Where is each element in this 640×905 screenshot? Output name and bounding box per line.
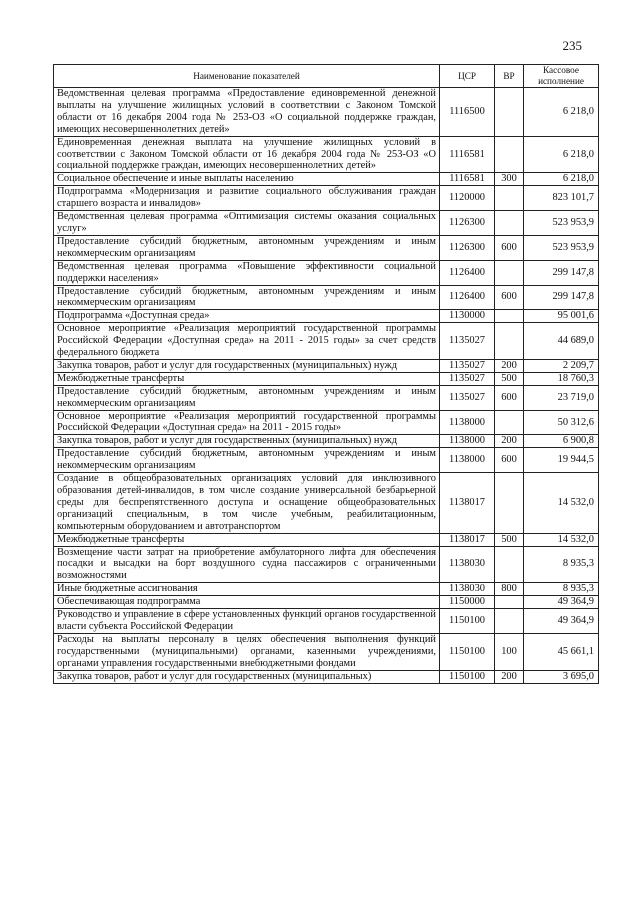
cell-sum: 8 935,3: [524, 546, 599, 583]
table-row: [54, 533, 599, 546]
cell-name: Предоставление субсидий бюджетным, автономным учреждениям и иным некоммерческим организациям: [54, 235, 440, 260]
cell-sum: 523 953,9: [524, 235, 599, 260]
cell-sum: 2 209,7: [524, 359, 599, 372]
cell-name: Подпрограмма «Модернизация и развитие социального обслуживания граждан старшего возраста и инвалидов»: [54, 186, 440, 211]
cell-csr: 1126300: [440, 211, 495, 236]
cell-csr: 1150100: [440, 670, 495, 683]
header-vr: ВР: [495, 65, 524, 88]
cell-name: Создание в общеобразовательных организациях условий для инклюзивного образования детей-инвалидов, в том числе создание универсальной безбарьерной среды для беспрепятственного доступа и оснащение общеобразовательных организаций специальным, в том числе учебным, реабилитационным, компьютерным оборудованием и автотранспортом: [54, 473, 440, 534]
cell-csr: 1150100: [440, 633, 495, 670]
cell-csr: 1135027: [440, 372, 495, 385]
cell-csr: 1126400: [440, 285, 495, 310]
cell-sum: 299 147,8: [524, 260, 599, 285]
cell-name: Расходы на выплаты персоналу в целях обеспечения выполнения функций государственными (муниципальными) органами, казенными учреждениями, органами управления государственными внебюджетными фондами: [54, 633, 440, 670]
table-row: [54, 359, 599, 372]
table-row: [54, 372, 599, 385]
page-number: 235: [562, 38, 582, 53]
cell-csr: 1138017: [440, 533, 495, 546]
cell-csr: 1126400: [440, 260, 495, 285]
cell-csr: 1130000: [440, 310, 495, 323]
cell-csr: 1126300: [440, 235, 495, 260]
cell-csr: 1135027: [440, 385, 495, 410]
cell-sum: 523 953,9: [524, 211, 599, 236]
table-row: [54, 410, 599, 435]
cell-name: Основное мероприятие «Реализация мероприятий государственной программы Российской Федерации «Доступная среда» на 2011 - 2015 годы»: [54, 410, 440, 435]
cell-vr: [495, 260, 524, 285]
cell-vr: [495, 323, 524, 360]
cell-name: Социальное обеспечение и иные выплаты населению: [54, 173, 440, 186]
cell-sum: 18 760,3: [524, 372, 599, 385]
table-row: [54, 211, 599, 236]
cell-vr: [495, 596, 524, 609]
cell-csr: 1116500: [440, 88, 495, 137]
table-row: [54, 583, 599, 596]
cell-sum: 6 900,8: [524, 435, 599, 448]
cell-vr: [495, 473, 524, 534]
table-row: [54, 186, 599, 211]
cell-name: Руководство и управление в сфере установленных функций органов государственной власти субъекта Российской Федерации: [54, 609, 440, 634]
table-row: [54, 173, 599, 186]
table-row: [54, 473, 599, 534]
table-row: [54, 88, 599, 137]
table-row: [54, 310, 599, 323]
cell-sum: 45 661,1: [524, 633, 599, 670]
cell-vr: 200: [495, 359, 524, 372]
cell-vr: [495, 609, 524, 634]
cell-vr: [495, 136, 524, 173]
cell-vr: 300: [495, 173, 524, 186]
cell-sum: 3 695,0: [524, 670, 599, 683]
table-row: [54, 609, 599, 634]
cell-name: Подпрограмма «Доступная среда»: [54, 310, 440, 323]
cell-name: Ведомственная целевая программа «Оптимизация системы оказания социальных услуг»: [54, 211, 440, 236]
cell-vr: 600: [495, 285, 524, 310]
cell-vr: 600: [495, 235, 524, 260]
cell-sum: 823 101,7: [524, 186, 599, 211]
cell-sum: 49 364,9: [524, 609, 599, 634]
table-row: [54, 285, 599, 310]
cell-csr: 1150100: [440, 609, 495, 634]
cell-csr: 1138017: [440, 473, 495, 534]
table-row: [54, 385, 599, 410]
cell-csr: 1138030: [440, 546, 495, 583]
cell-sum: 19 944,5: [524, 448, 599, 473]
cell-name: Основное мероприятие «Реализация мероприятий государственной программы Российской Федерации «Доступная среда» на 2011 - 2015 годы» за счет средств федерального бюджета: [54, 323, 440, 360]
cell-vr: [495, 410, 524, 435]
cell-vr: [495, 211, 524, 236]
table-row: [54, 260, 599, 285]
cell-csr: 1150000: [440, 596, 495, 609]
cell-sum: 8 935,3: [524, 583, 599, 596]
cell-sum: 49 364,9: [524, 596, 599, 609]
table-row: [54, 596, 599, 609]
cell-vr: [495, 546, 524, 583]
cell-sum: 50 312,6: [524, 410, 599, 435]
cell-name: Межбюджетные трансферты: [54, 533, 440, 546]
table-row: [54, 670, 599, 683]
table-row: [54, 323, 599, 360]
cell-csr: 1116581: [440, 173, 495, 186]
cell-vr: 100: [495, 633, 524, 670]
cell-name: Предоставление субсидий бюджетным, автономным учреждениям и иным некоммерческим организациям: [54, 285, 440, 310]
cell-vr: [495, 186, 524, 211]
cell-sum: 14 532,0: [524, 533, 599, 546]
cell-name: Иные бюджетные ассигнования: [54, 583, 440, 596]
cell-vr: 600: [495, 448, 524, 473]
cell-vr: 500: [495, 533, 524, 546]
table-body: [54, 88, 599, 684]
table-row: [54, 435, 599, 448]
cell-sum: 299 147,8: [524, 285, 599, 310]
cell-sum: 44 689,0: [524, 323, 599, 360]
cell-name: Ведомственная целевая программа «Предоставление единовременной денежной выплаты на улучшение жилищных условий в соответствии с Законом Томской области от 16 декабря 2004 года № 253-ОЗ «О социальной поддержке граждан, имеющих несовершеннолетних детей»: [54, 88, 440, 137]
cell-sum: 14 532,0: [524, 473, 599, 534]
table-row: [54, 633, 599, 670]
table-row: [54, 448, 599, 473]
cell-vr: [495, 88, 524, 137]
cell-name: Закупка товаров, работ и услуг для государственных (муниципальных) нужд: [54, 435, 440, 448]
cell-name: Предоставление субсидий бюджетным, автономным учреждениям и иным некоммерческим организациям: [54, 385, 440, 410]
cell-csr: 1138000: [440, 410, 495, 435]
cell-vr: 600: [495, 385, 524, 410]
table-row: [54, 546, 599, 583]
cell-name: Предоставление субсидий бюджетным, автономным учреждениям и иным некоммерческим организациям: [54, 448, 440, 473]
cell-name: Закупка товаров, работ и услуг для государственных (муниципальных) нужд: [54, 359, 440, 372]
cell-csr: 1135027: [440, 323, 495, 360]
cell-sum: 6 218,0: [524, 173, 599, 186]
cell-csr: 1116581: [440, 136, 495, 173]
cell-csr: 1135027: [440, 359, 495, 372]
table-row: [54, 235, 599, 260]
header-csr: ЦСР: [440, 65, 495, 88]
cell-csr: 1138000: [440, 435, 495, 448]
cell-name: Обеспечивающая подпрограмма: [54, 596, 440, 609]
cell-csr: 1138030: [440, 583, 495, 596]
header-sum: Кассовое исполнение: [524, 65, 599, 88]
cell-name: Ведомственная целевая программа «Повышение эффективности социальной поддержки населения»: [54, 260, 440, 285]
cell-vr: 200: [495, 435, 524, 448]
cell-name: Единовременная денежная выплата на улучшение жилищных условий в соответствии с Законом Томской области от 16 декабря 2004 года № 253-ОЗ «О социальной поддержке граждан, имеющих несовершеннолетних детей»: [54, 136, 440, 173]
cell-name: Возмещение части затрат на приобретение амбулаторного лифта для обеспечения посадки и высадки на борт воздушного судна пассажиров с ограниченными возможностями: [54, 546, 440, 583]
cell-name: Закупка товаров, работ и услуг для государственных (муниципальных): [54, 670, 440, 683]
cell-vr: 200: [495, 670, 524, 683]
header-name: Наименование показателей: [54, 65, 440, 88]
cell-csr: 1138000: [440, 448, 495, 473]
cell-csr: 1120000: [440, 186, 495, 211]
cell-sum: 6 218,0: [524, 136, 599, 173]
cell-sum: 95 001,6: [524, 310, 599, 323]
cell-vr: [495, 310, 524, 323]
budget-table: [53, 64, 599, 684]
table-header-row: [54, 65, 599, 88]
cell-name: Межбюджетные трансферты: [54, 372, 440, 385]
cell-vr: 500: [495, 372, 524, 385]
table-row: [54, 136, 599, 173]
cell-vr: 800: [495, 583, 524, 596]
cell-sum: 6 218,0: [524, 88, 599, 137]
cell-sum: 23 719,0: [524, 385, 599, 410]
